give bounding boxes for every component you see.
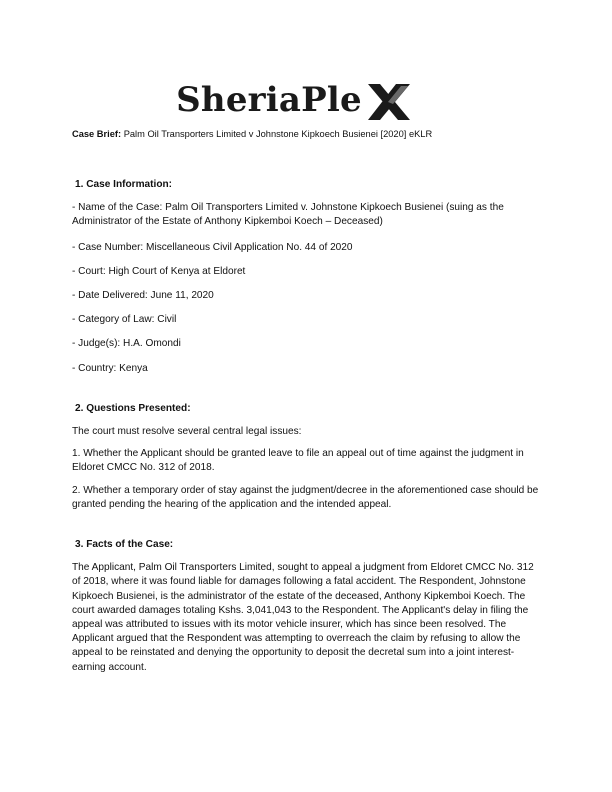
info-case-name: - Name of the Case: Palm Oil Transporters Limited v. Johnstone Kipkoech Busienei (suing as the Administrator of the Estate of Anthony Kipkemboi Koech – Deceased) [72, 202, 504, 228]
questions-intro: The court must resolve several central legal issues: [72, 426, 302, 438]
sheriaplex-logo [0, 78, 612, 122]
case-brief-title [72, 128, 542, 141]
section-heading-questions-presented: 2. Questions Presented: [75, 402, 191, 414]
case-brief-name: Palm Oil Transporters Limited v Johnstone Kipkoech Busienei [2020] eKLR [123, 129, 433, 139]
info-judges: - Judge(s): H.A. Omondi [72, 338, 181, 350]
section-heading-case-information: 1. Case Information: [75, 179, 173, 190]
info-court: - Court: High Court of Kenya at Eldoret [72, 265, 246, 277]
case-brief-label: Case Brief: [72, 129, 122, 139]
info-date-delivered: - Date Delivered: June 11, 2020 [72, 290, 214, 302]
info-category: - Category of Law: Civil [72, 314, 177, 326]
question-item: 1. Whether the Applicant should be granted leave to file an appeal out of time against the judgment in Eldoret CMCC No. 312 of 2018. [72, 448, 524, 474]
facts-body: The Applicant, Palm Oil Transporters Limited, sought to appeal a judgment from Eldoret CMCC No. 312 of 2018, where it was found liable for damages following a fatal accident. The Respondent, Johnstone Kipkoech Busienei, is the administrator of the estate of the deceased, Anthony Kipkemboi Koech. The court awarded damages totaling Kshs. 3,041,043 to the Respondent. The Applicant's delay in filing the appeal was attributed to issues with its motor vehicle insurer, which has since been resolved. The Applicant argued that the Respondent was attempting to overreach the claim by refusing to allow the appeal to be reinstated and denying the opportunity to deposit the decretal sum into a joint interest-earning account. [72, 562, 534, 673]
logo-wordmark: SheriaPle [176, 80, 362, 120]
logo-x-icon [366, 82, 412, 122]
case-brief-document [72, 128, 542, 675]
section-heading-facts: 3. Facts of the Case: [75, 539, 174, 551]
info-case-number: - Case Number: Miscellaneous Civil Application No. 44 of 2020 [72, 241, 353, 253]
info-country: - Country: Kenya [72, 362, 148, 374]
question-item: 2. Whether a temporary order of stay against the judgment/decree in the aforementioned case should be granted pending the hearing of the application and the intended appeal. [72, 484, 539, 510]
